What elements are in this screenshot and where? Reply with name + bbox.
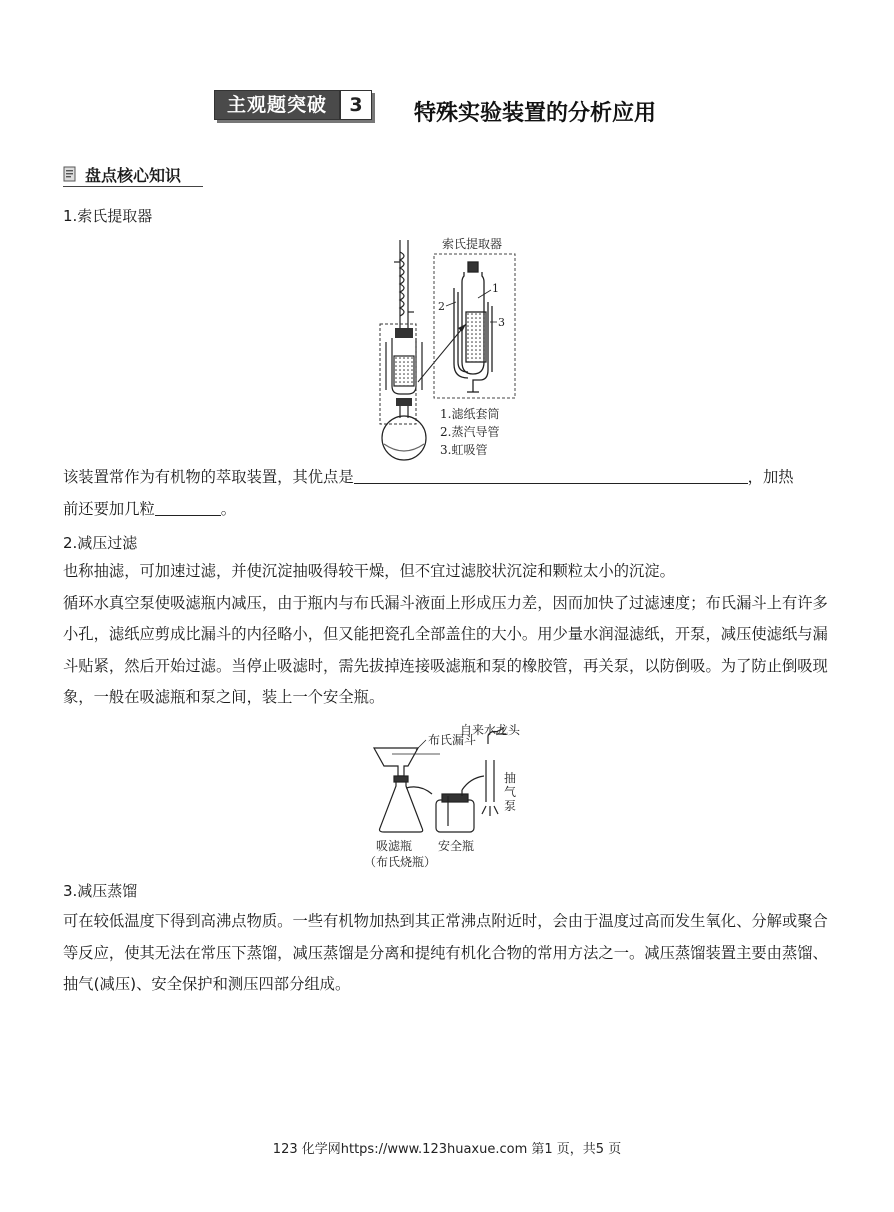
extractor-large-drawing bbox=[454, 262, 492, 392]
soxhlet-legend-1: 1.滤纸套筒 bbox=[440, 407, 500, 421]
item2-text bbox=[63, 556, 833, 714]
document-icon bbox=[63, 166, 77, 182]
safety-bottle-label: 安全瓶 bbox=[438, 839, 475, 853]
funnel-label: 布氏漏斗 bbox=[428, 733, 477, 747]
item3-text bbox=[63, 906, 833, 1001]
page-title: 特殊实验装置的分析应用 bbox=[414, 100, 657, 126]
soxhlet-label-2: 2 bbox=[438, 300, 445, 313]
item1-heading: 1.索氏提取器 bbox=[63, 207, 153, 225]
pump-label-char2: 气 bbox=[504, 785, 517, 799]
badge-label: 主观题突破 bbox=[215, 91, 339, 119]
topic-badge bbox=[214, 90, 372, 120]
item2-heading: 2.减压过滤 bbox=[63, 534, 138, 552]
q-part3: 前还要加几粒 bbox=[63, 499, 155, 518]
q-part2: ，加热 bbox=[747, 468, 794, 486]
soxhlet-legend-2: 2.蒸汽导管 bbox=[440, 425, 500, 439]
soxhlet-label-1: 1 bbox=[492, 282, 499, 295]
pump-label-char3: 泵 bbox=[504, 799, 517, 813]
item2-line1: 也称抽滤，可加速过滤，并使沉淀抽吸得较干燥，但不宜过滤胶状沉淀和颗粒太小的沉淀。 bbox=[63, 562, 675, 580]
soxhlet-label-3: 3 bbox=[498, 316, 505, 329]
tap-label: 自来水龙头 bbox=[460, 723, 521, 737]
badge-number: 3 bbox=[339, 91, 371, 119]
funnel-leader bbox=[416, 740, 426, 750]
pump-label-char1: 抽 bbox=[504, 771, 517, 785]
extractor-small-drawing bbox=[386, 338, 422, 394]
flask-sublabel: （布氏烧瓶） bbox=[364, 855, 437, 869]
q-part4: 。 bbox=[220, 499, 237, 518]
stopper-top bbox=[395, 328, 413, 338]
section-header bbox=[63, 162, 203, 187]
vacuum-filtration-figure bbox=[362, 720, 537, 870]
pump-label bbox=[504, 770, 520, 813]
condenser-drawing bbox=[394, 240, 414, 330]
soxhlet-figure bbox=[370, 232, 530, 464]
stopper-bottom bbox=[396, 398, 412, 406]
round-flask-drawing bbox=[382, 406, 426, 460]
page-footer: 123 化学网https://www.123huaxue.com 第1 页，共5 页 bbox=[272, 1142, 622, 1157]
answer-blank-2[interactable] bbox=[155, 499, 221, 516]
q-part1: 该装置常作为有机物的萃取装置，其优点是 bbox=[63, 468, 354, 486]
item3-para: 可在较低温度下得到高沸点物质。一些有机物加热到其正常沸点附近时，会由于温度过高而发生氧化、分解或聚合等反应，使其无法在常压下蒸馏，减压蒸馏是分离和提纯有机化合物的常用方法之一。减压蒸馏装置主要由蒸馏、抽气(减压)、安全保护和测压四部分组成。 bbox=[63, 912, 828, 993]
soxhlet-box-title: 索氏提取器 bbox=[442, 237, 503, 251]
flask-label: 吸滤瓶 bbox=[376, 839, 413, 853]
item2-para2: 循环水真空泵使吸滤瓶内减压，由于瓶内与布氏漏斗液面上形成压力差，因而加快了过滤速度；布氏漏斗上有许多小孔，滤纸应剪成比漏斗的内径略小，但又能把瓷孔全部盖住的大小。用少量水润湿滤纸，开泵，减压使滤纸与漏斗贴紧，然后开始过滤。当停止吸滤时，需先拔掉连接吸滤瓶和泵的橡胶管，再关泵，以防倒吸。为了防止倒吸现象，一般在吸滤瓶和泵之间，装上一个安全瓶。 bbox=[63, 593, 828, 706]
zoom-arrow bbox=[418, 324, 466, 382]
section-title: 盘点核心知识 bbox=[85, 165, 182, 185]
item3-heading: 3.减压蒸馏 bbox=[63, 882, 138, 900]
item1-question bbox=[63, 462, 833, 525]
soxhlet-legend-3: 3.虹吸管 bbox=[440, 443, 488, 457]
answer-blank-1[interactable] bbox=[354, 467, 748, 484]
